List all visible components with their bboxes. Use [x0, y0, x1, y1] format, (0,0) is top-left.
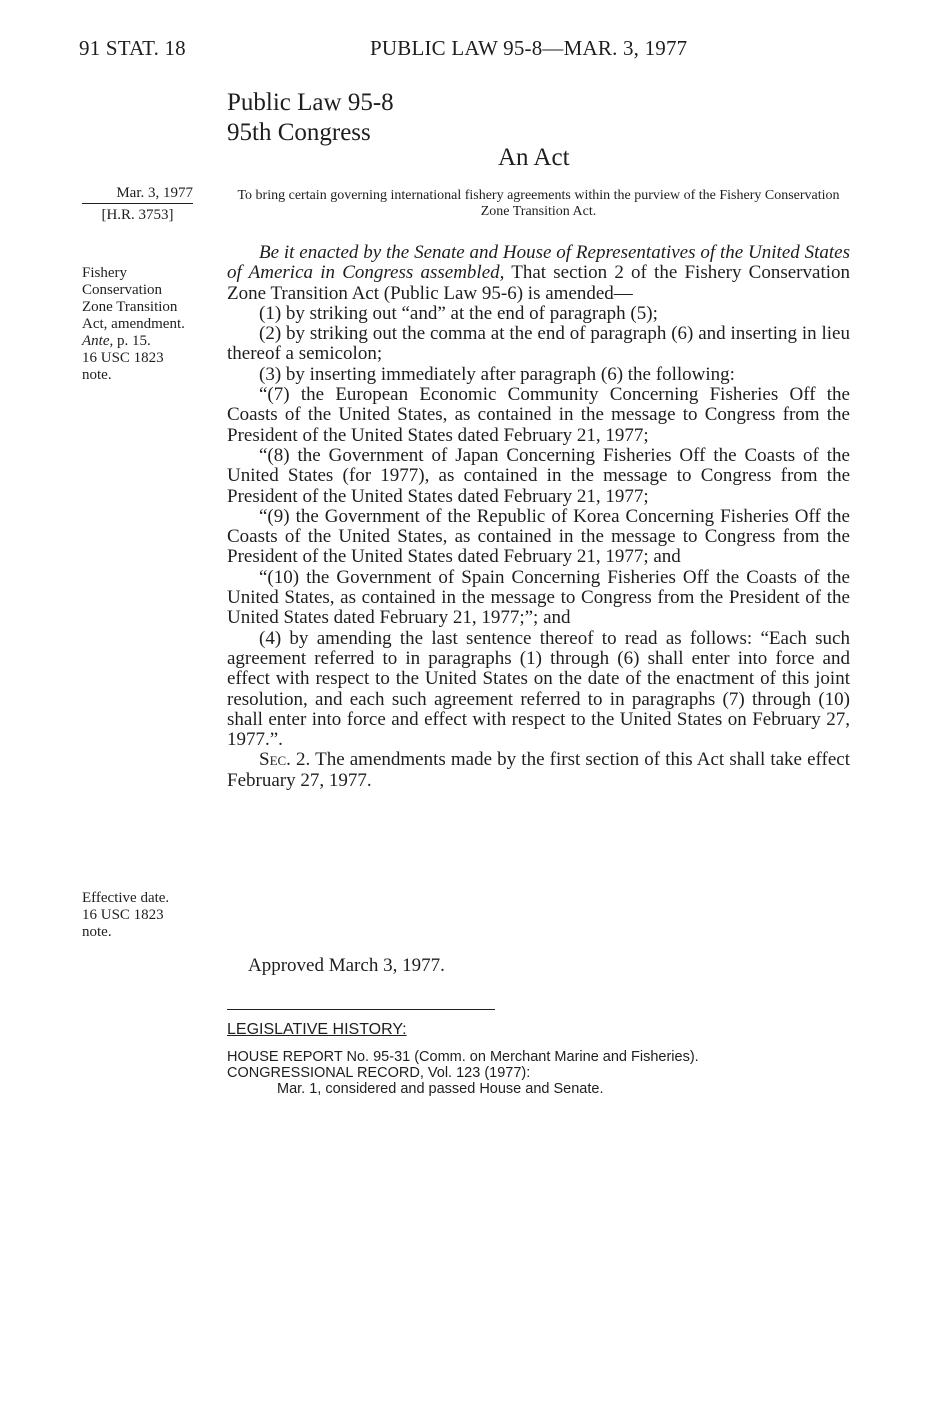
- law-title-block: [227, 88, 394, 148]
- section-2: [227, 750, 850, 791]
- margin-bill-number: [H.R. 3753]: [101, 207, 174, 223]
- inserted-paragraph-10: “(10) the Government of Spain Concerning Fisheries Off the Coasts of the United States, as contained in the message to Congress from the President of the United States dated February 21, 1977;”; and: [227, 566, 850, 629]
- stat-page-number: 91 STAT. 18: [79, 36, 186, 60]
- margin-subject-line: Act, amendment.: [82, 316, 185, 332]
- section-2-label: Sec. 2.: [259, 749, 311, 771]
- amendment-paragraph-3: (3) by inserting immediately after paragraph (6) the following:: [259, 363, 735, 385]
- margin-effective-date: Effective date.: [82, 890, 170, 906]
- margin-date: Mar. 3, 1977: [116, 185, 193, 201]
- legislative-history: [227, 1049, 699, 1097]
- act-body: [227, 243, 850, 791]
- amendment-paragraph-4: (4) by amending the last sentence thereof to read as follows: “Each such agreement referred to in paragraphs (1) through (6) shall enter into force and effect with respect to the United States on the date of the enactment of this joint resolution, and each such agreement referred to in paragraphs (7) through (10) shall enter into force and effect with respect to the United States on February 27, 1977.”.: [227, 627, 850, 751]
- act-heading: An Act: [498, 144, 570, 171]
- legislative-history-title: LEGISLATIVE HISTORY:: [227, 1021, 407, 1038]
- margin-subject-line: Fishery: [82, 265, 127, 281]
- running-head: PUBLIC LAW 95-8—MAR. 3, 1977: [370, 36, 688, 60]
- enacting-clause: [227, 243, 850, 304]
- margin-subject-line: Conservation: [82, 282, 162, 298]
- margin-usc-note: note.: [82, 367, 112, 383]
- margin-subject-line: Zone Transition: [82, 299, 178, 315]
- record-entry: Mar. 1, considered and passed House and Senate.: [277, 1081, 604, 1097]
- enacting-formula: Be it enacted by the Senate and House of Representatives of the United States of America in Congress assembled,: [227, 242, 850, 284]
- amendment-paragraph-1: (1) by striking out “and” at the end of paragraph (5);: [259, 302, 658, 324]
- margin-divider: [82, 203, 193, 204]
- enacting-text: That section 2 of the Fishery Conservation Zone Transition Act (Public Law 95-6) is amended—: [227, 262, 850, 304]
- act-purpose: To bring certain governing international fishery agreements within the purview of the Fishery Conservation Zone Transition Act.: [237, 188, 840, 219]
- margin-effective-note: [82, 890, 169, 941]
- margin-usc-ref: 16 USC 1823: [82, 350, 164, 366]
- inserted-paragraph-7: “(7) the European Economic Community Concerning Fisheries Off the Coasts of the United States, as contained in the message to Congress from the President of the United States dated February 21, 1977;: [227, 384, 850, 446]
- margin-usc-note: note.: [82, 924, 112, 940]
- amendment-paragraph-2: (2) by striking out the comma at the end of paragraph (6) and inserting in lieu thereof a semicolon;: [227, 323, 850, 365]
- margin-date-note: [82, 184, 193, 224]
- history-divider: [227, 1009, 495, 1010]
- inserted-paragraph-8: “(8) the Government of Japan Concerning Fisheries Off the Coasts of the United States (for 1977), as contained in the message to Congress from the President of the United States dated February 21, 1977;: [227, 444, 850, 507]
- margin-ante-page: p. 15.: [113, 333, 151, 349]
- house-report: HOUSE REPORT No. 95-31 (Comm. on Merchant Marine and Fisheries).: [227, 1049, 699, 1065]
- margin-ante-ref: [82, 333, 185, 350]
- margin-subject-note: [82, 265, 185, 384]
- approval-line: Approved March 3, 1977.: [248, 955, 445, 976]
- congress-number: 95th Congress: [227, 119, 371, 146]
- congressional-record: CONGRESSIONAL RECORD, Vol. 123 (1977):: [227, 1065, 531, 1081]
- margin-ante-label: Ante,: [82, 333, 114, 349]
- section-2-text: The amendments made by the first section of this Act shall take effect February 27, 1977.: [227, 749, 850, 791]
- inserted-paragraph-9: “(9) the Government of the Republic of Korea Concerning Fisheries Off the Coasts of the United States, as contained in the message to Congress from the President of the United States dated February 21, 1977; and: [227, 505, 850, 568]
- margin-usc-ref: 16 USC 1823: [82, 907, 164, 923]
- law-number: Public Law 95-8: [227, 89, 394, 116]
